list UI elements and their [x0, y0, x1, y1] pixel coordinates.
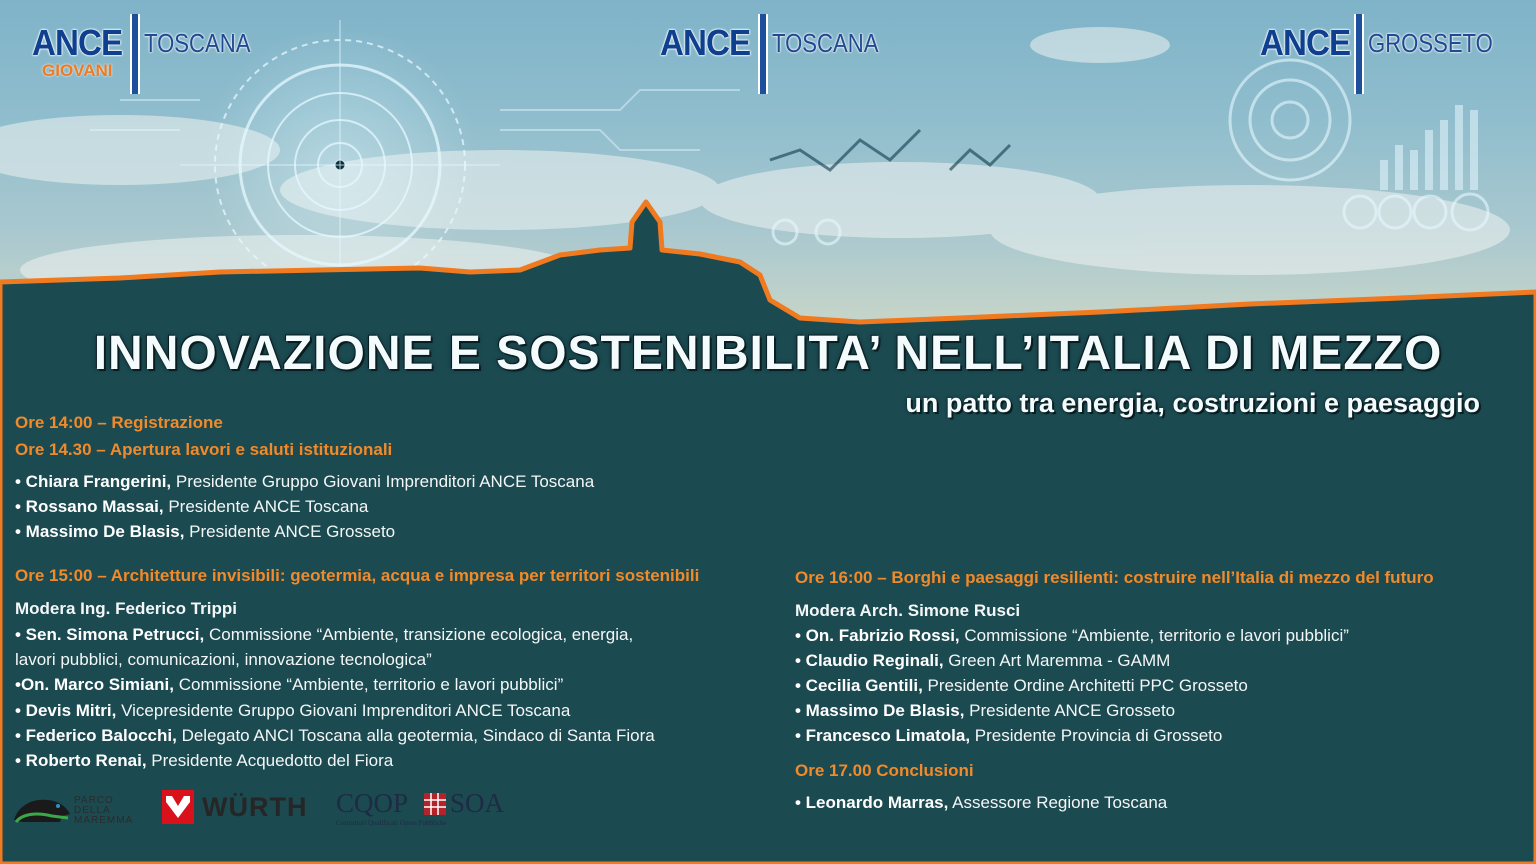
logo-ance-text: ANCE — [32, 22, 123, 63]
schedule-conclusions: Ore 17.00 Conclusioni — [795, 761, 974, 780]
cqop-subtitle: Costruttori Qualificati Opere Pubbliche — [336, 819, 447, 827]
logo-divider — [758, 14, 768, 94]
speaker-line: • Massimo De Blasis, Presidente ANCE Grosseto — [15, 522, 396, 541]
speaker-line: • Claudio Reginali, Green Art Maremma - GAMM — [795, 651, 1171, 670]
soa-wordmark: SOA — [450, 788, 505, 818]
logo-ance-toscana — [660, 14, 880, 94]
speaker-line: • Federico Balocchi, Delegato ANCI Toscana alla geotermia, Sindaco di Santa Fiora — [15, 726, 655, 745]
sponsor-parco-maremma — [12, 790, 152, 830]
speaker-line: • Leonardo Marras, Assessore Regione Toscana — [795, 793, 1168, 812]
logo-ance-text: ANCE — [1260, 22, 1351, 63]
logo-giovani-text: GIOVANI — [42, 61, 113, 80]
event-subtitle: un patto tra energia, costruzioni e paesaggio — [905, 388, 1480, 418]
speaker-line: • Cecilia Gentili, Presidente Ordine Architetti PPC Grosseto — [795, 676, 1248, 695]
logo-ance-text: ANCE — [660, 22, 751, 63]
speaker-line: • Rossano Massai, Presidente ANCE Toscana — [15, 497, 369, 516]
schedule-session-1: Ore 15:00 – Architetture invisibili: geotermia, acqua e impresa per territori sostenibili — [15, 566, 700, 585]
schedule-registration: Ore 14:00 – Registrazione — [15, 413, 223, 432]
sponsor-wurth — [162, 790, 322, 826]
session-2-moderator: Modera Arch. Simone Rusci — [795, 601, 1021, 620]
wurth-emblem-icon — [162, 790, 194, 824]
wurth-wordmark: WÜRTH — [202, 792, 308, 822]
speaker-line: • Chiara Frangerini, Presidente Gruppo Giovani Imprenditori ANCE Toscana — [15, 472, 595, 491]
logo-ance-grosseto — [1260, 14, 1500, 94]
speaker-line: • Francesco Limatola, Presidente Provincia di Grosseto — [795, 726, 1223, 745]
logo-location-text: TOSCANA — [144, 28, 251, 58]
event-title: INNOVAZIONE E SOSTENIBILITA’ NELL’ITALIA DI MEZZO — [93, 327, 1443, 380]
speaker-line: • Massimo De Blasis, Presidente ANCE Grosseto — [795, 701, 1176, 720]
boar-icon — [12, 792, 72, 828]
schedule-opening: Ore 14.30 – Apertura lavori e saluti istituzionali — [15, 440, 393, 459]
speaker-line: lavori pubblici, comunicazioni, innovazione tecnologica” — [15, 650, 432, 669]
schedule-session-2: Ore 16:00 – Borghi e paesaggi resilienti: costruire nell’Italia di mezzo del futuro — [795, 568, 1434, 587]
speaker-line: • Sen. Simona Petrucci, Commissione “Ambiente, transizione ecologica, energia, — [15, 625, 634, 644]
sponsor-cqop-soa — [336, 788, 516, 830]
speaker-line: • Devis Mitri, Vicepresidente Gruppo Giovani Imprenditori ANCE Toscana — [15, 701, 571, 720]
session-1-moderator: Modera Ing. Federico Trippi — [15, 599, 237, 618]
logo-location-text: GROSSETO — [1368, 28, 1493, 58]
logo-location-text: TOSCANA — [772, 28, 879, 58]
speaker-line: • Roberto Renai, Presidente Acquedotto del Fiora — [15, 751, 394, 770]
sponsor-text: MAREMMA — [74, 815, 134, 826]
logo-divider — [1354, 14, 1364, 94]
cqop-wordmark: CQOP — [336, 788, 409, 818]
cqop-emblem-icon — [424, 793, 446, 815]
sponsor-text: PARCO — [74, 795, 114, 806]
logo-ance-giovani-toscana — [32, 14, 252, 94]
speaker-line: •On. Marco Simiani, Commissione “Ambiente, territorio e lavori pubblici” — [15, 675, 564, 694]
sponsor-text: DELLA — [74, 805, 111, 816]
logo-divider — [130, 14, 140, 94]
speaker-line: • On. Fabrizio Rossi, Commissione “Ambiente, territorio e lavori pubblici” — [795, 626, 1349, 645]
